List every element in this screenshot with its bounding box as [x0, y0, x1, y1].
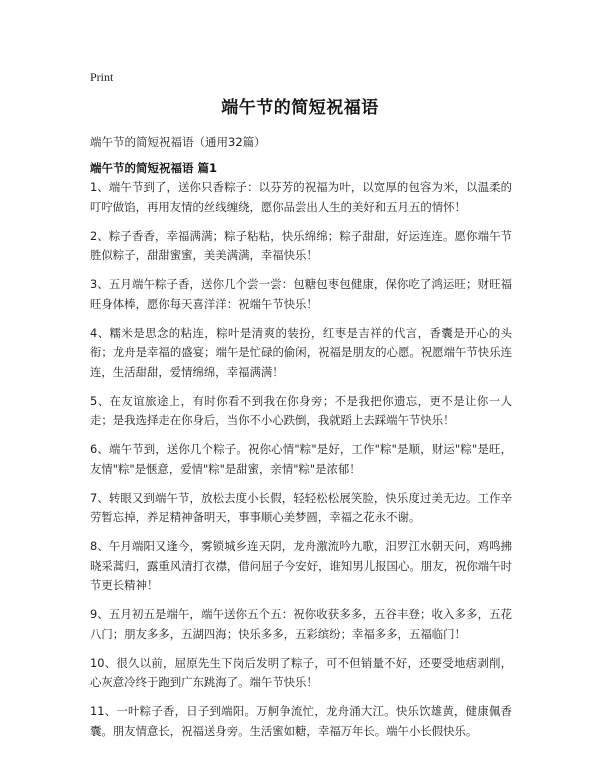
paragraph-10: 10、很久以前，屈原先生下岗后发明了粽子，可不但销量不好，还要受地痞剥削，心灰意冷终于跑到广东跳海了。端午节快乐！: [90, 655, 512, 689]
paragraph-list: [90, 178, 512, 751]
paragraph-11: 11、一叶粽子香，日子到端阳。万舸争流忙，龙舟涌大江。快乐饮雄黄，健康佩香囊。朋友情意长，祝福送身旁。生活蜜如糖，幸福万年长。端午小长假快乐。: [90, 704, 512, 738]
paragraph-6: 6、端午节到，送你几个粽子。祝你心情"粽"是好，工作"粽"是顺，财运"粽"是旺，友情"粽"是惬意，爱情"粽"是甜蜜，亲情"粽"是浓郁！: [90, 442, 512, 476]
paragraph-2: 2、粽子香香，幸福满满；粽子粘粘，快乐绵绵；粽子甜甜，好运连连。愿你端午节胜似粽子，甜甜蜜蜜，美美满满，幸福快乐！: [90, 228, 512, 262]
paragraph-4: 4、糯米是思念的粘连，粽叶是清爽的装扮，红枣是吉祥的代言，香囊是开心的头衔；龙舟是幸福的盛宴；端午是忙碌的偷闲，祝福是朋友的心愿。祝愿端午节快乐连连，生活甜甜，爱情绵绵，幸福满满！: [90, 325, 512, 379]
paragraph-8: 8、午月端阳又逢今，雾锁城乡连天阴，龙舟激流吟九歌，汨罗江水朝天问，鸡鸣拂晓采蒿归，露重风清打衣襟，借问屈子今安好，谁知男儿报国心。朋友，祝你端午时节更长精神！: [90, 539, 512, 592]
paragraph-5: 5、在友谊旅途上，有时你看不到我在你身旁；不是我把你遗忘，更不是让你一人走；是我选择走在你身后，当你不小心跌倒，我就蹈上去踩端午节快乐！: [90, 393, 512, 427]
paragraph-7: 7、转眼又到端午节，放松去度小长假，轻轻松松展笑脸，快乐度过美无边。工作辛劳暂忘掉，养足精神备明天，事事顺心美梦圆，幸福之花永不谢。: [90, 490, 512, 524]
document-subtitle: 端午节的简短祝福语（通用32篇）: [90, 135, 266, 149]
paragraph-3: 3、五月端午粽子香，送你几个尝一尝：包糖包枣包健康，保你吃了鸿运旺；财旺福旺身体棒，愿你每天喜洋洋：祝端午节快乐！: [90, 277, 512, 311]
paragraph-9: 9、五月初五是端午，端午送你五个五：祝你收获多多，五谷丰登；收入多多，五花八门；朋友多多，五湖四海；快乐多多，五彩缤纷；幸福多多，五福临门！: [90, 607, 512, 641]
section-heading: 端午节的简短祝福语 篇1: [90, 161, 218, 175]
print-link[interactable]: Print: [90, 70, 114, 84]
page-title: 端午节的简短祝福语: [221, 98, 379, 118]
paragraph-1: 1、端午节到了，送你只香粽子：以芬芳的祝福为叶，以宽厚的包容为米，以温柔的叮咛做馅，再用友情的丝线缠绕，愿你品尝出人生的美好和五月五的情怀！: [90, 180, 512, 214]
